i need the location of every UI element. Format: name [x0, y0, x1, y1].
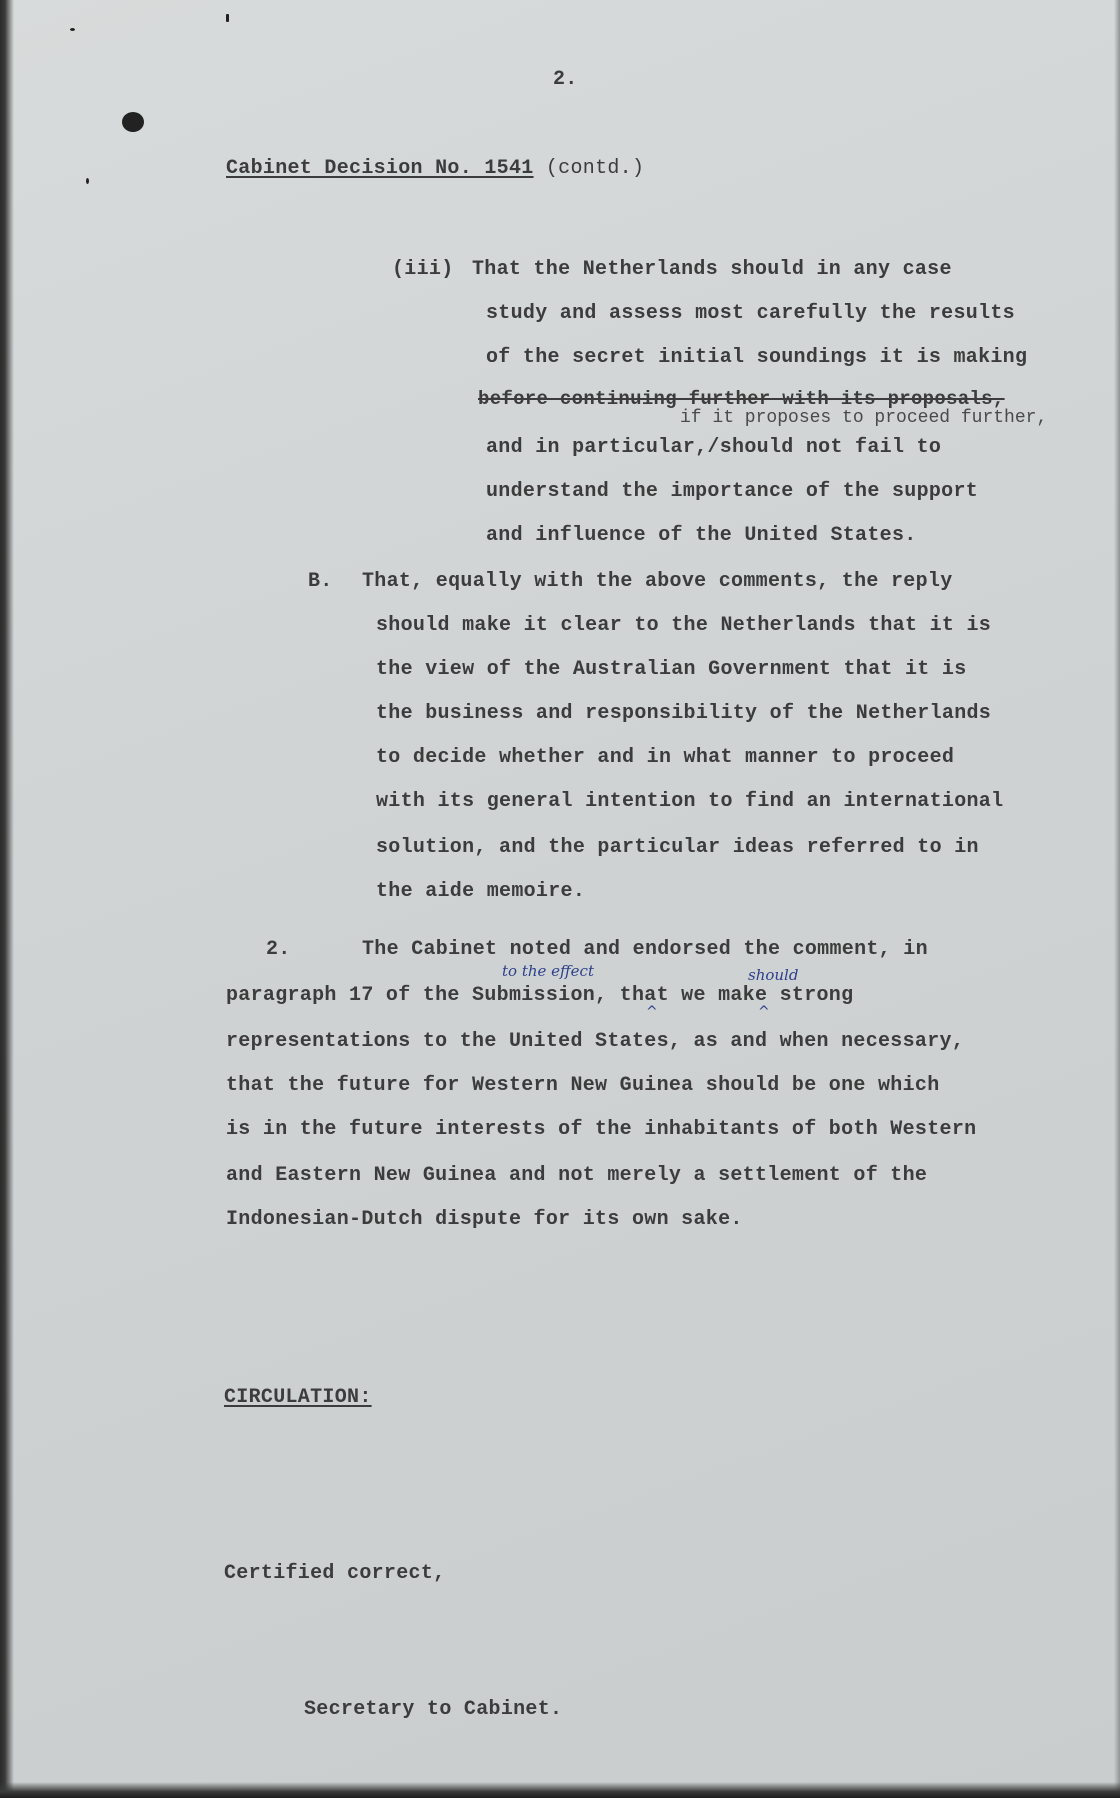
certified-text: Certified correct,: [224, 1562, 446, 1585]
clause-b-label: B.: [308, 570, 333, 593]
clause-iii-line: That the Netherlands should in any case: [472, 258, 952, 281]
ink-speck: [70, 28, 75, 31]
clause-b-line: the view of the Australian Government that it is: [376, 658, 967, 681]
clause-iii-line: and influence of the United States.: [486, 524, 917, 547]
paragraph-2-line: and Eastern New Guinea and not merely a settlement of the: [226, 1164, 928, 1187]
scan-edge-bottom: [0, 1782, 1120, 1798]
insertion-caret: ^: [758, 1004, 770, 1020]
scan-edge-left: [0, 0, 14, 1798]
paragraph-2-number: 2.: [266, 938, 291, 961]
ink-speck: [86, 178, 89, 184]
circulation-label: CIRCULATION:: [224, 1386, 372, 1409]
ink-speck: [226, 14, 229, 22]
signatory-title: Secretary to Cabinet.: [304, 1698, 563, 1721]
paragraph-2-line: representations to the United States, as and when necessary,: [226, 1030, 965, 1053]
decision-title: Cabinet Decision No. 1541: [226, 157, 534, 180]
insertion-caret: ^: [646, 1004, 658, 1020]
clause-b-line: the aide memoire.: [376, 880, 586, 903]
page-number: 2.: [553, 68, 578, 91]
paragraph-2-line: that the future for Western New Guinea should be one which: [226, 1074, 940, 1097]
ink-blot: [122, 112, 144, 132]
clause-iii-line: understand the importance of the support: [486, 480, 979, 503]
decision-suffix: (contd.): [533, 157, 645, 180]
clause-b-line: That, equally with the above comments, the reply: [362, 570, 953, 593]
scan-edge-right: [1114, 0, 1120, 1798]
clause-iii-line: and in particular,/should not fail to: [486, 436, 942, 459]
clause-iii-label: (iii): [392, 258, 454, 281]
clause-iii-line: study and assess most carefully the results: [486, 302, 1015, 325]
clause-b-line: the business and responsibility of the Netherlands: [376, 702, 992, 725]
typed-insertion: if it proposes to proceed further,: [680, 408, 1048, 428]
clause-iii-line: of the secret initial soundings it is making: [486, 346, 1028, 369]
paragraph-2-line: is in the future interests of the inhabitants of both Western: [226, 1118, 977, 1141]
decision-heading: [226, 157, 644, 180]
clause-b-line: solution, and the particular ideas referred to in: [376, 836, 979, 859]
clause-b-line: should make it clear to the Netherlands that it is: [376, 614, 992, 637]
handwritten-insertion: to the effect: [502, 962, 594, 980]
paragraph-2-line: Indonesian-Dutch dispute for its own sake.: [226, 1208, 743, 1231]
paragraph-2-line: paragraph 17 of the Submission, that we make strong: [226, 984, 854, 1007]
struck-out-line: before continuing further with its proposals,: [478, 388, 1005, 410]
paragraph-2-line: The Cabinet noted and endorsed the comment, in: [362, 938, 928, 961]
clause-b-line: to decide whether and in what manner to proceed: [376, 746, 955, 769]
clause-b-line: with its general intention to find an international: [376, 790, 1004, 813]
handwritten-insertion: should: [748, 966, 799, 984]
